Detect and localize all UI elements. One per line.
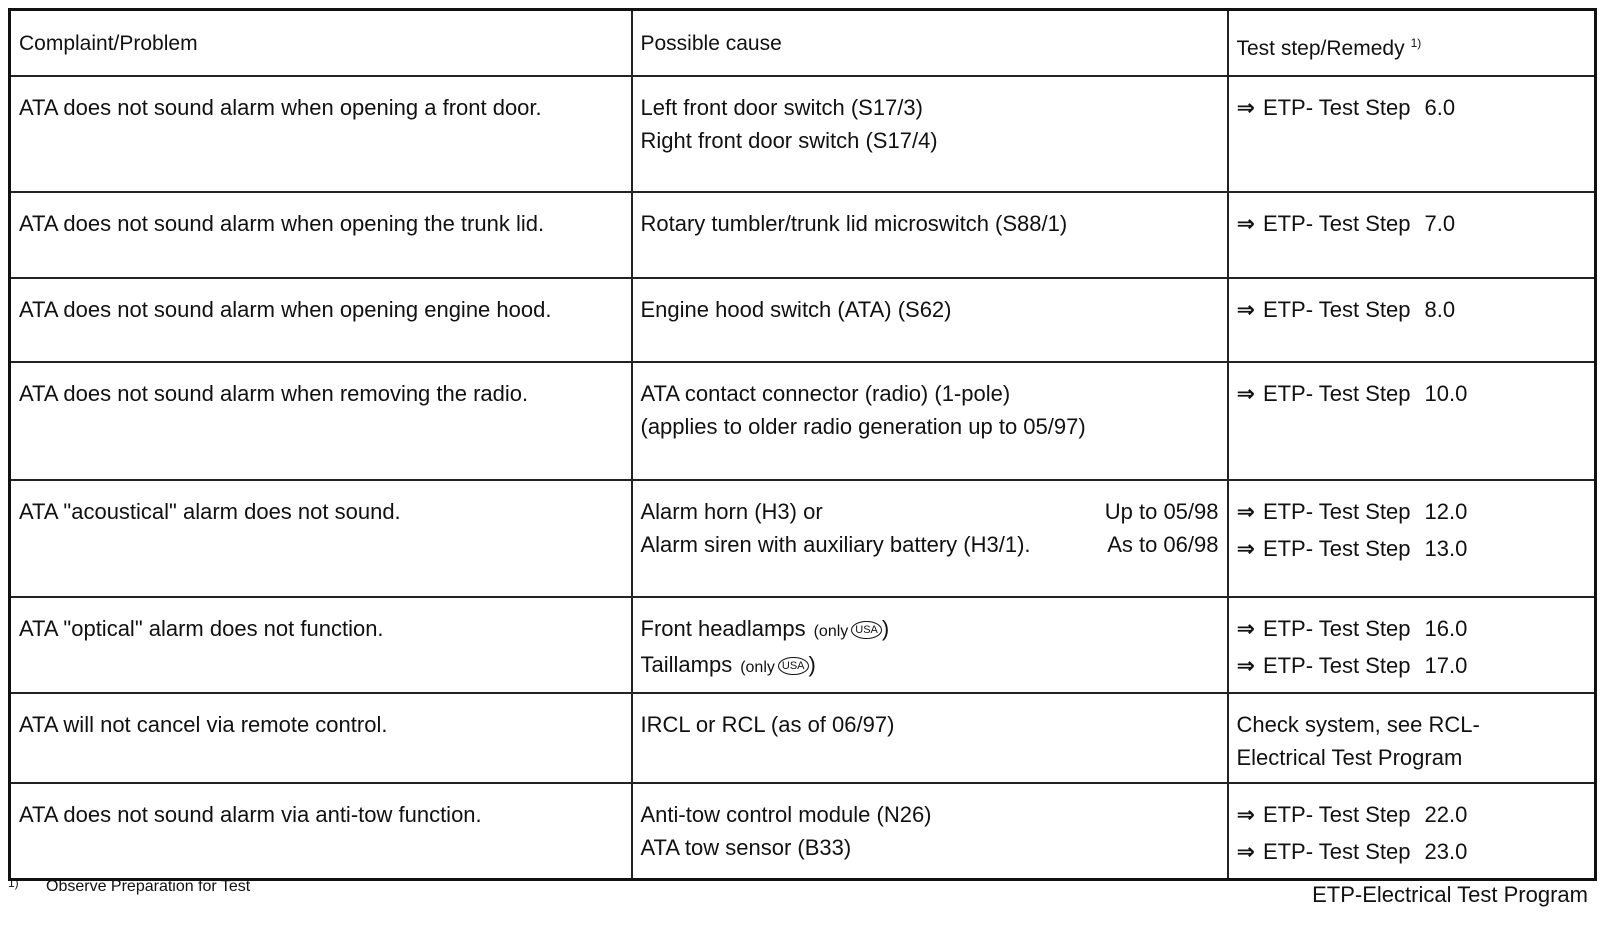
right-arrow-icon: ⇒ [1236,499,1255,524]
remedy-line [1237,293,1587,326]
only-qualifier-close: ) [808,652,816,677]
cause-line [641,207,1219,240]
cause-text: Anti-tow control module (N26) [640,802,932,827]
test-step-number: 8.0 [1424,297,1456,322]
test-step-number: 10.0 [1424,381,1468,406]
cause-text-group [641,91,923,124]
cause-text-group [641,798,932,831]
cause-date-note: As to 06/98 [1107,532,1219,557]
remedy-cell [1228,783,1596,879]
cause-text: Right front door switch (S17/4) [640,128,938,153]
cause-text: Alarm horn (H3) or [640,499,823,524]
complaint-cell: ATA does not sound alarm when opening a front door. [10,76,632,192]
test-step-label: ETP- Test Step [1262,95,1411,120]
right-arrow-icon: ⇒ [1236,536,1255,561]
right-arrow-icon: ⇒ [1236,802,1255,827]
complaint-cell: ATA will not cancel via remote control. [10,693,632,783]
remedy-line [1237,495,1587,528]
test-step-label: ETP- Test Step [1262,839,1411,864]
table-row [10,597,1596,693]
remedy-cell [1228,278,1596,362]
header-complaint: Complaint/Problem [10,10,632,77]
test-step-label: ETP- Test Step [1262,536,1411,561]
test-step-label: ETP- Test Step [1262,653,1411,678]
only-qualifier: (only [813,623,849,640]
remedy-cell [1228,597,1596,693]
test-step-label: ETP- Test Step [1262,211,1411,236]
cause-line [641,293,1219,326]
cause-date-note: Up to 05/98 [1104,499,1219,524]
right-arrow-icon: ⇒ [1236,95,1255,120]
cause-cell [632,192,1228,278]
footnote-text: Observe Preparation for Test [46,878,251,895]
cause-cell [632,783,1228,879]
test-step-number: 13.0 [1424,536,1468,561]
cause-cell [632,278,1228,362]
complaint-cell: ATA does not sound alarm via anti-tow function. [10,783,632,879]
remedy-line [1237,91,1587,124]
cause-text-group [641,831,852,864]
table-row [10,693,1596,783]
remedy-line [1237,532,1587,565]
cause-line [641,708,1219,741]
cause-text-group [641,528,1031,561]
cause-cell [632,480,1228,597]
cause-line [641,798,1219,831]
cause-text: Taillamps [640,652,733,677]
cause-text-group [641,207,1068,240]
remedy-cell [1228,192,1596,278]
complaint-cell: ATA does not sound alarm when opening engine hood. [10,278,632,362]
cause-line [641,495,1219,528]
right-arrow-icon: ⇒ [1236,653,1255,678]
document-page [8,8,1596,907]
table-row [10,76,1596,192]
cause-text-group [641,708,895,741]
only-qualifier-close: ) [881,616,890,641]
test-step-number: 12.0 [1424,499,1468,524]
table-header-row [10,10,1596,77]
remedy-cell [1228,693,1596,783]
cause-text: Left front door switch (S17/3) [640,95,923,120]
test-step-number: 22.0 [1424,802,1468,827]
test-step-number: 6.0 [1424,95,1456,120]
cause-text-group [641,648,816,684]
cause-text-group [641,377,1011,410]
test-step-label: ETP- Test Step [1262,381,1411,406]
cause-text: Engine hood switch (ATA) (S62) [640,297,952,322]
header-remedy [1228,10,1596,77]
cause-text: ATA contact connector (radio) (1-pole) [640,381,1011,406]
test-step-number: 16.0 [1424,616,1468,641]
remedy-line [1237,377,1587,410]
cause-line [641,91,1219,124]
complaint-cell: ATA "optical" alarm does not function. [10,597,632,693]
remedy-line [1237,207,1587,240]
usa-badge-icon: USA [851,621,882,639]
table-row [10,480,1596,597]
header-cause: Possible cause [632,10,1228,77]
cause-line [641,831,1219,864]
test-step-number: 7.0 [1424,211,1456,236]
right-arrow-icon: ⇒ [1236,616,1255,641]
complaint-cell: ATA does not sound alarm when removing the radio. [10,362,632,480]
cause-line [641,612,1219,648]
cause-line [641,410,1219,443]
cause-text-group [641,293,952,326]
test-step-label: ETP- Test Step [1262,616,1411,641]
cause-text: Rotary tumbler/trunk lid microswitch (S88/1) [640,211,1068,236]
right-arrow-icon: ⇒ [1236,297,1255,322]
diagnosis-table [8,8,1597,881]
remedy-line [1237,798,1587,831]
cause-text: ATA tow sensor (B33) [640,835,852,860]
cause-cell [632,693,1228,783]
cause-cell [632,597,1228,693]
cause-text: (applies to older radio generation up to 05/97) [640,414,1086,439]
test-step-label: ETP- Test Step [1262,802,1411,827]
cause-text: IRCL or RCL (as of 06/97) [640,712,895,737]
remedy-line [1237,612,1587,645]
remedy-text: Electrical Test Program [1236,745,1463,770]
table-row [10,278,1596,362]
page-footer [8,872,1596,912]
header-remedy-label: Test step/Remedy [1236,37,1405,60]
right-arrow-icon: ⇒ [1236,211,1255,236]
remedy-cell [1228,76,1596,192]
remedy-cell [1228,480,1596,597]
remedy-line [1237,835,1587,868]
cause-text-group [641,495,823,528]
cause-cell [632,76,1228,192]
remedy-text: Check system, see RCL- [1236,712,1480,737]
remedy-line [1237,649,1587,682]
cause-line [641,648,1219,684]
cause-line [641,377,1219,410]
table-row [10,783,1596,879]
usa-badge-icon: USA [778,657,809,675]
only-qualifier: (only [740,659,775,676]
right-arrow-icon: ⇒ [1236,839,1255,864]
test-step-number: 23.0 [1424,839,1468,864]
table-row [10,192,1596,278]
cause-text: Front headlamps [640,616,806,641]
test-step-label: ETP- Test Step [1262,297,1411,322]
cause-line [641,124,1219,157]
cause-text: Alarm siren with auxiliary battery (H3/1). [640,532,1031,557]
complaint-cell: ATA "acoustical" alarm does not sound. [10,480,632,597]
complaint-cell: ATA does not sound alarm when opening the trunk lid. [10,192,632,278]
test-step-number: 17.0 [1424,653,1468,678]
cause-line [641,528,1219,561]
table-row [10,362,1596,480]
cause-cell [632,362,1228,480]
footnote-mark: 1) [8,876,19,890]
cause-text-group [641,124,938,157]
remedy-cell [1228,362,1596,480]
right-arrow-icon: ⇒ [1236,381,1255,406]
cause-text-group [641,410,1086,443]
cause-text-group [641,612,890,648]
footnote-ref: 1) [1410,36,1422,50]
abbreviation-legend: ETP-Electrical Test Program [1312,882,1588,907]
test-step-label: ETP- Test Step [1262,499,1411,524]
